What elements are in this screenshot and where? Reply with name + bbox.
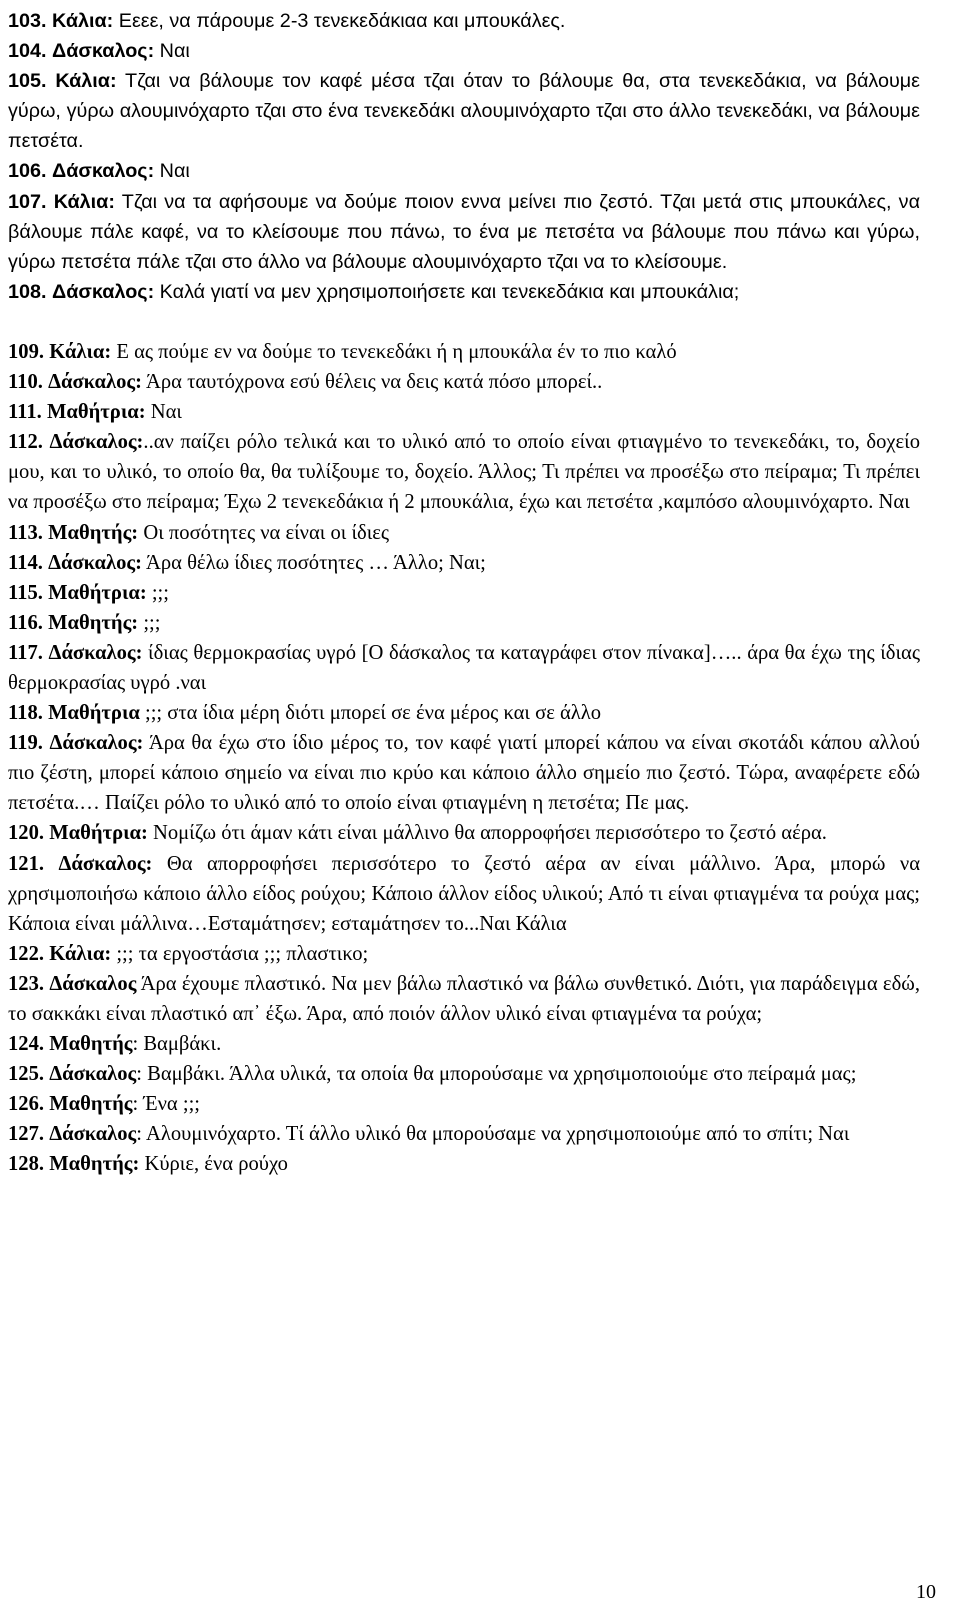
speaker-label: Δάσκαλος:	[52, 160, 155, 183]
speaker-label: Μαθητής	[49, 1033, 133, 1056]
transcript	[8, 6, 920, 1180]
transcript-entry	[8, 187, 920, 277]
speaker-label: Μαθήτρια	[48, 702, 140, 725]
utterance-text: : Αλουμινόχαρτο. Τί άλλο υλικό θα μπορούσαμε να χρησιμοποιούμε από το σπίτι; Ναι	[136, 1123, 850, 1146]
line-number: 114.	[8, 551, 43, 574]
transcript-entry	[8, 156, 920, 186]
line-number: 125.	[8, 1063, 45, 1086]
utterance-text: ;;;	[138, 611, 161, 634]
page-number: 10	[916, 1581, 936, 1603]
transcript-entry	[8, 698, 920, 728]
transcript-entry	[8, 36, 920, 66]
transcript-entry	[8, 397, 920, 427]
line-number: 110.	[8, 371, 43, 394]
transcript-entry	[8, 1029, 920, 1059]
speaker-label: Μαθητής:	[48, 611, 139, 634]
speaker-label: Δάσκαλος:	[48, 551, 142, 574]
speaker-label: Δάσκαλος:	[52, 40, 155, 63]
speaker-label: Δάσκαλος	[49, 972, 137, 995]
utterance-text: Εεεε, να πάρουμε 2-3 τενεκεδάκιαα και μπουκάλες.	[113, 10, 566, 32]
speaker-label: Κάλια:	[53, 190, 115, 213]
utterance-text: Άρα θα έχω στο ίδιο μέρος το, τον καφέ γιατί μπορεί κάπου να είναι σκοτάδι κάπου αλλού πιο ζέστη, μπορεί κάποιο σημείο να είναι πιο κρύο και κάποιο άλλο σημείο πιο ζεστό. Τώρα, αναφέρετε εδώ πετσέτα.… Παίζει ρόλο το υλικό από το οποίο είναι φτιαγμένη η πετσέτα; Πε μας.	[8, 732, 920, 815]
utterance-text: Ναι	[154, 40, 190, 63]
line-number: 128.	[8, 1153, 45, 1176]
transcript-entry	[8, 969, 920, 1029]
line-number: 116.	[8, 611, 43, 634]
utterance-text: : Βαμβάκι.	[132, 1033, 222, 1056]
speaker-label: Μαθητής:	[49, 1153, 140, 1176]
speaker-label: Δάσκαλος:	[48, 371, 142, 394]
line-number: 124.	[8, 1033, 45, 1056]
transcript-entry	[8, 66, 920, 156]
utterance-text: Άρα έχουμε πλαστικό. Να μεν βάλω πλαστικό να βάλω συνθετικό. Διότι, για παράδειγμα εδώ, το σακκάκι είναι πλαστικό απ᾽ έξω. Άρα, από ποιόν άλλον υλικό είναι φτιαγμένα τα ρούχα;	[8, 972, 920, 1025]
utterance-text: Ε ας πούμε εν να δούμε το τενεκεδάκι ή η μπουκάλα έν το πιο καλό	[111, 340, 677, 363]
line-number: 106.	[8, 160, 47, 183]
transcript-entry	[8, 277, 920, 307]
transcript-entry	[8, 1089, 920, 1119]
transcript-entry	[8, 818, 920, 848]
utterance-text: Άρα θέλω ίδιες ποσότητες … Άλλο; Ναι;	[141, 551, 486, 574]
line-number: 115.	[8, 581, 43, 604]
line-number: 118.	[8, 702, 43, 725]
line-number: 104.	[8, 40, 47, 63]
speaker-label: Δάσκαλος	[49, 1063, 137, 1086]
speaker-label: Δάσκαλος:	[58, 852, 153, 875]
utterance-text: Τζαι να τα αφήσουμε να δούμε ποιον εννα μείνει πιο ζεστό. Τζαι μετά στις μπουκάλες, να βάλουμε πάλε καφέ, να το κλείσουμε που πάνω, το ένα με πετσέτα να βάλουμε που πάνω και γύρω, γύρω πετσέτα πάλε τζαι στο άλλο να βάλουμε αλουμινόχαρτο τζαι να το κλείσουμε.	[8, 190, 921, 273]
utterance-text: Άρα ταυτόχρονα εσύ θέλεις να δεις κατά πόσο μπορεί..	[141, 371, 603, 394]
utterance-text: ;;; τα εργοστάσια ;;; πλαστικο;	[111, 942, 369, 965]
speaker-label: Δάσκαλος:	[52, 280, 155, 303]
transcript-entry	[8, 548, 920, 578]
speaker-label: Δάσκαλος:	[49, 732, 144, 755]
transcript-entry	[8, 427, 920, 517]
utterance-text: Τζαι να βάλουμε τον καφέ μέσα τζαι όταν το βάλουμε θα, στα τενεκεδάκια, να βάλουμε γύρω, γύρω αλουμινόχαρτο τζαι στο ένα τενεκεδάκι αλουμινόχαρτο τζαι στο άλλο τενεκεδάκι, να βάλουμε πετσέτα.	[8, 70, 921, 153]
speaker-label: Μαθήτρια:	[46, 401, 146, 424]
line-number: 111.	[8, 401, 42, 424]
transcript-entry	[8, 1059, 920, 1089]
speaker-label: Κάλια:	[52, 10, 114, 32]
speaker-label: Δάσκαλος:	[49, 431, 144, 454]
line-number: 107.	[8, 190, 47, 213]
utterance-text: Οι ποσότητες να είναι οι ίδιες	[138, 521, 390, 544]
transcript-entry	[8, 849, 920, 939]
speaker-label: Δάσκαλος	[49, 1123, 137, 1146]
line-number: 108.	[8, 280, 47, 303]
line-number: 117.	[8, 641, 43, 664]
line-number: 121.	[8, 852, 45, 875]
utterance-text: Θα απορροφήσει περισσότερο το ζεστό αέρα αν είναι μάλλινο. Άρα, μπορώ να χρησιμοποιήσω κάποιο άλλο είδος ρούχου; Κάποιο άλλον είδος υλικού; Από τι είναι φτιαγμένα τα ρούχα μας; Κάποια είναι μάλλινα…Εσταμάτησεν; εσταμάτησεν το...Ναι Κάλια	[8, 852, 921, 935]
line-number: 113.	[8, 521, 43, 544]
line-number: 109.	[8, 340, 45, 363]
speaker-label: Μαθήτρια:	[48, 581, 147, 604]
transcript-entry	[8, 6, 920, 36]
transcript-entry	[8, 1119, 920, 1149]
transcript-entry	[8, 728, 920, 818]
line-number: 122.	[8, 942, 45, 965]
line-number: 127.	[8, 1123, 45, 1146]
transcript-entry	[8, 608, 920, 638]
speaker-label: Μαθητής:	[48, 521, 139, 544]
transcript-entry	[8, 578, 920, 608]
transcript-entry	[8, 939, 920, 969]
speaker-label: Κάλια:	[49, 942, 112, 965]
utterance-text: : Ένα ;;;	[132, 1093, 201, 1116]
utterance-text: ίδιας θερμοκρασίας υγρό [Ο δάσκαλος τα καταγράφει στον πίνακα]….. άρα θα έχω της ίδιας θερμοκρασίας υγρό .ναι	[8, 641, 920, 694]
utterance-text: Καλά γιατί να μεν χρησιμοποιήσετε και τενεκεδάκια και μπουκάλια;	[154, 280, 740, 303]
utterance-text: Ναι	[154, 160, 190, 183]
transcript-entry	[8, 367, 920, 397]
speaker-label: Μαθήτρια:	[49, 822, 148, 845]
speaker-label: Μαθητής	[49, 1093, 133, 1116]
transcript-entry	[8, 1149, 920, 1179]
utterance-text: ;;;	[146, 581, 170, 604]
utterance-text: Κύριε, ένα ρούχο	[139, 1153, 288, 1176]
speaker-label: Κάλια:	[49, 340, 112, 363]
transcript-entry	[8, 638, 920, 698]
speaker-label: Δάσκαλος:	[48, 641, 143, 664]
line-number: 123.	[8, 972, 45, 995]
utterance-text: Νομίζω ότι άμαν κάτι είναι μάλλινο θα απορροφήσει περισσότερο το ζεστό αέρα.	[147, 822, 827, 845]
utterance-text: Ναι	[145, 401, 182, 424]
utterance-text: ;;; στα ίδια μέρη διότι μπορεί σε ένα μέρος και σε άλλο	[139, 702, 602, 725]
line-number: 126.	[8, 1093, 45, 1116]
line-number: 112.	[8, 431, 43, 454]
line-number: 120.	[8, 822, 45, 845]
line-number: 103.	[8, 10, 47, 32]
speaker-label: Κάλια:	[55, 70, 117, 93]
transcript-entry	[8, 518, 920, 548]
utterance-text: ..αν παίζει ρόλο τελικά και το υλικό από το οποίο είναι φτιαγμένο το τενεκεδάκι, το, δοχείο μου, και το υλικό, το οποίο θα, θα τυλίξουμε το, δοχείο. Άλλος; Τι πρέπει να προσέξω στο πείραμα; Τι πρέπει να προσέξω στο πείραμα; Έχω 2 τενεκεδάκια ή 2 μπουκάλια, έχω και πετσέτα ,καμπόσο αλουμινόχαρτο. Ναι	[8, 431, 921, 514]
utterance-text: : Βαμβάκι. Άλλα υλικά, τα οποία θα μπορούσαμε να χρησιμοποιούμε στο πείραμά μας;	[136, 1063, 857, 1086]
transcript-entry	[8, 337, 920, 367]
line-number: 119.	[8, 732, 43, 755]
line-number: 105.	[8, 70, 47, 93]
